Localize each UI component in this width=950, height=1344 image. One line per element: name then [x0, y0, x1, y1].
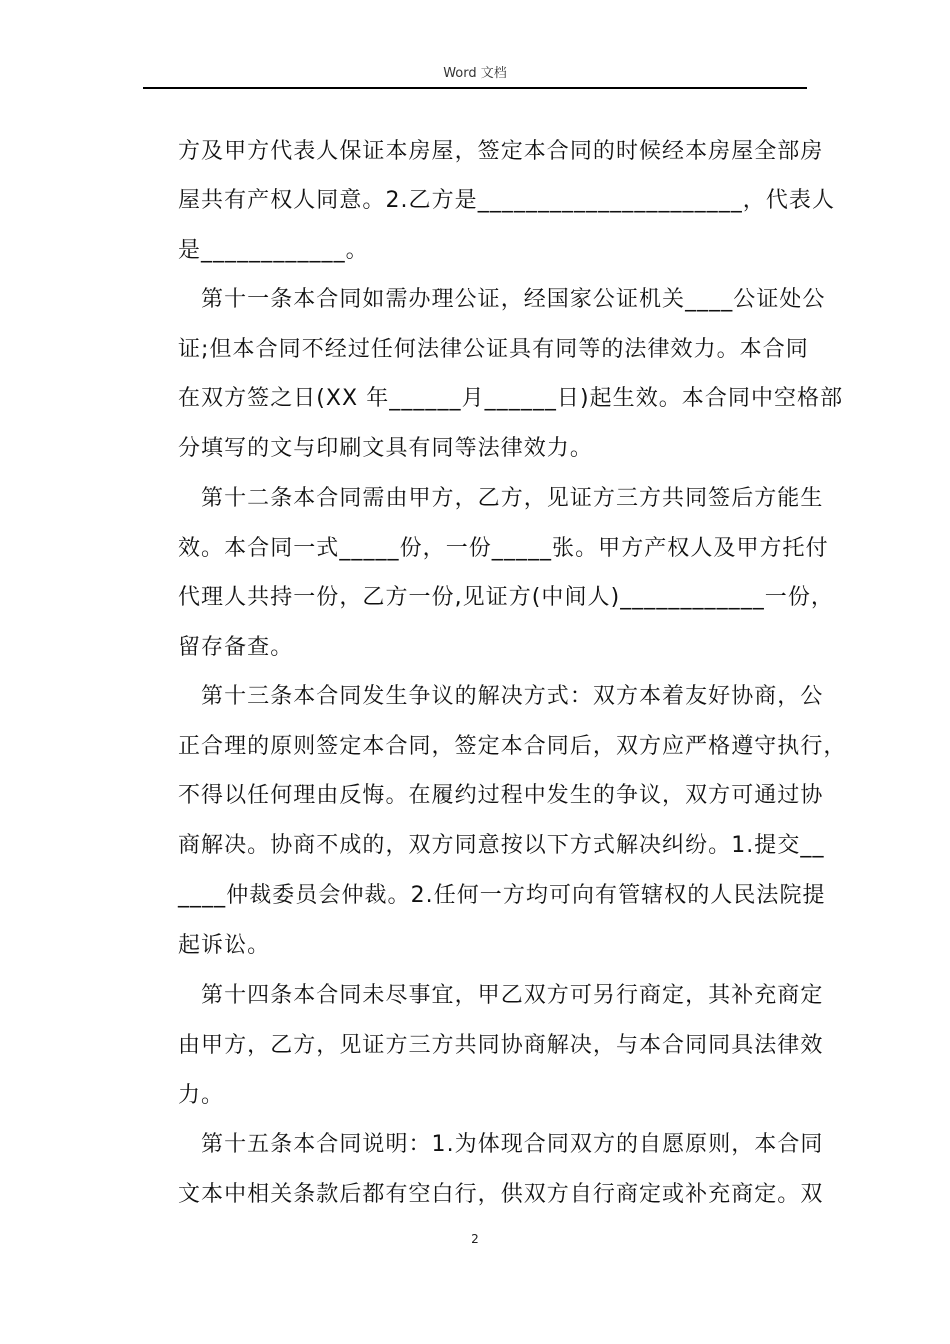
body-text-line: 方及甲方代表人保证本房屋，签定本合同的时候经本房屋全部房 — [178, 139, 824, 164]
body-text-line: 由甲方，乙方，见证方三方共同协商解决，与本合同同具法律效 — [178, 1033, 824, 1058]
body-text-line: 效。本合同一式_____份，一份_____张。甲方产权人及甲方托付 — [178, 536, 829, 561]
page-number: 2 — [471, 1232, 479, 1246]
body-text-line: 起诉讼。 — [178, 933, 271, 958]
body-text-line: 第十四条本合同未尽事宜，甲乙双方可另行商定，其补充商定 — [178, 983, 824, 1008]
body-text-line: 力。 — [178, 1083, 225, 1108]
body-text-line: 第十一条本合同如需办理公证，经国家公证机关____公证处公 — [178, 287, 826, 312]
body-text-line: 证;但本合同不经过任何法律公证具有同等的法律效力。本合同 — [178, 337, 809, 362]
body-text-line: 正合理的原则签定本合同，签定本合同后，双方应严格遵守执行， — [178, 734, 847, 759]
body-text-line: 屋共有产权人同意。2.乙方是______________________，代表人 — [178, 188, 835, 213]
body-text-line: 文本中相关条款后都有空白行，供双方自行商定或补充商定。双 — [178, 1182, 824, 1207]
body-text-line: 代理人共持一份，乙方一份,见证方(中间人)____________一份， — [178, 585, 834, 610]
body-text-line: 在双方签之日(XX 年______月______日)起生效。本合同中空格部 — [178, 386, 844, 411]
body-text-line: 第十二条本合同需由甲方，乙方，见证方三方共同签后方能生 — [178, 486, 824, 511]
header-divider — [143, 87, 807, 89]
body-text-line: ____仲裁委员会仲裁。2.任何一方均可向有管辖权的人民法院提 — [178, 883, 826, 908]
body-text-line: 第十五条本合同说明：1.为体现合同双方的自愿原则，本合同 — [178, 1132, 824, 1157]
body-text-line: 商解决。协商不成的，双方同意按以下方式解决纠纷。1.提交__ — [178, 833, 825, 858]
body-text-line: 留存备查。 — [178, 635, 294, 660]
document-header-title: Word 文档 — [443, 66, 507, 81]
body-text-line: 分填写的文与印刷文具有同等法律效力。 — [178, 436, 593, 461]
body-text-line: 第十三条本合同发生争议的解决方式：双方本着友好协商，公 — [178, 684, 824, 709]
body-text-line: 不得以任何理由反悔。在履约过程中发生的争议，双方可通过协 — [178, 783, 824, 808]
body-text-line: 是____________。 — [178, 238, 369, 263]
